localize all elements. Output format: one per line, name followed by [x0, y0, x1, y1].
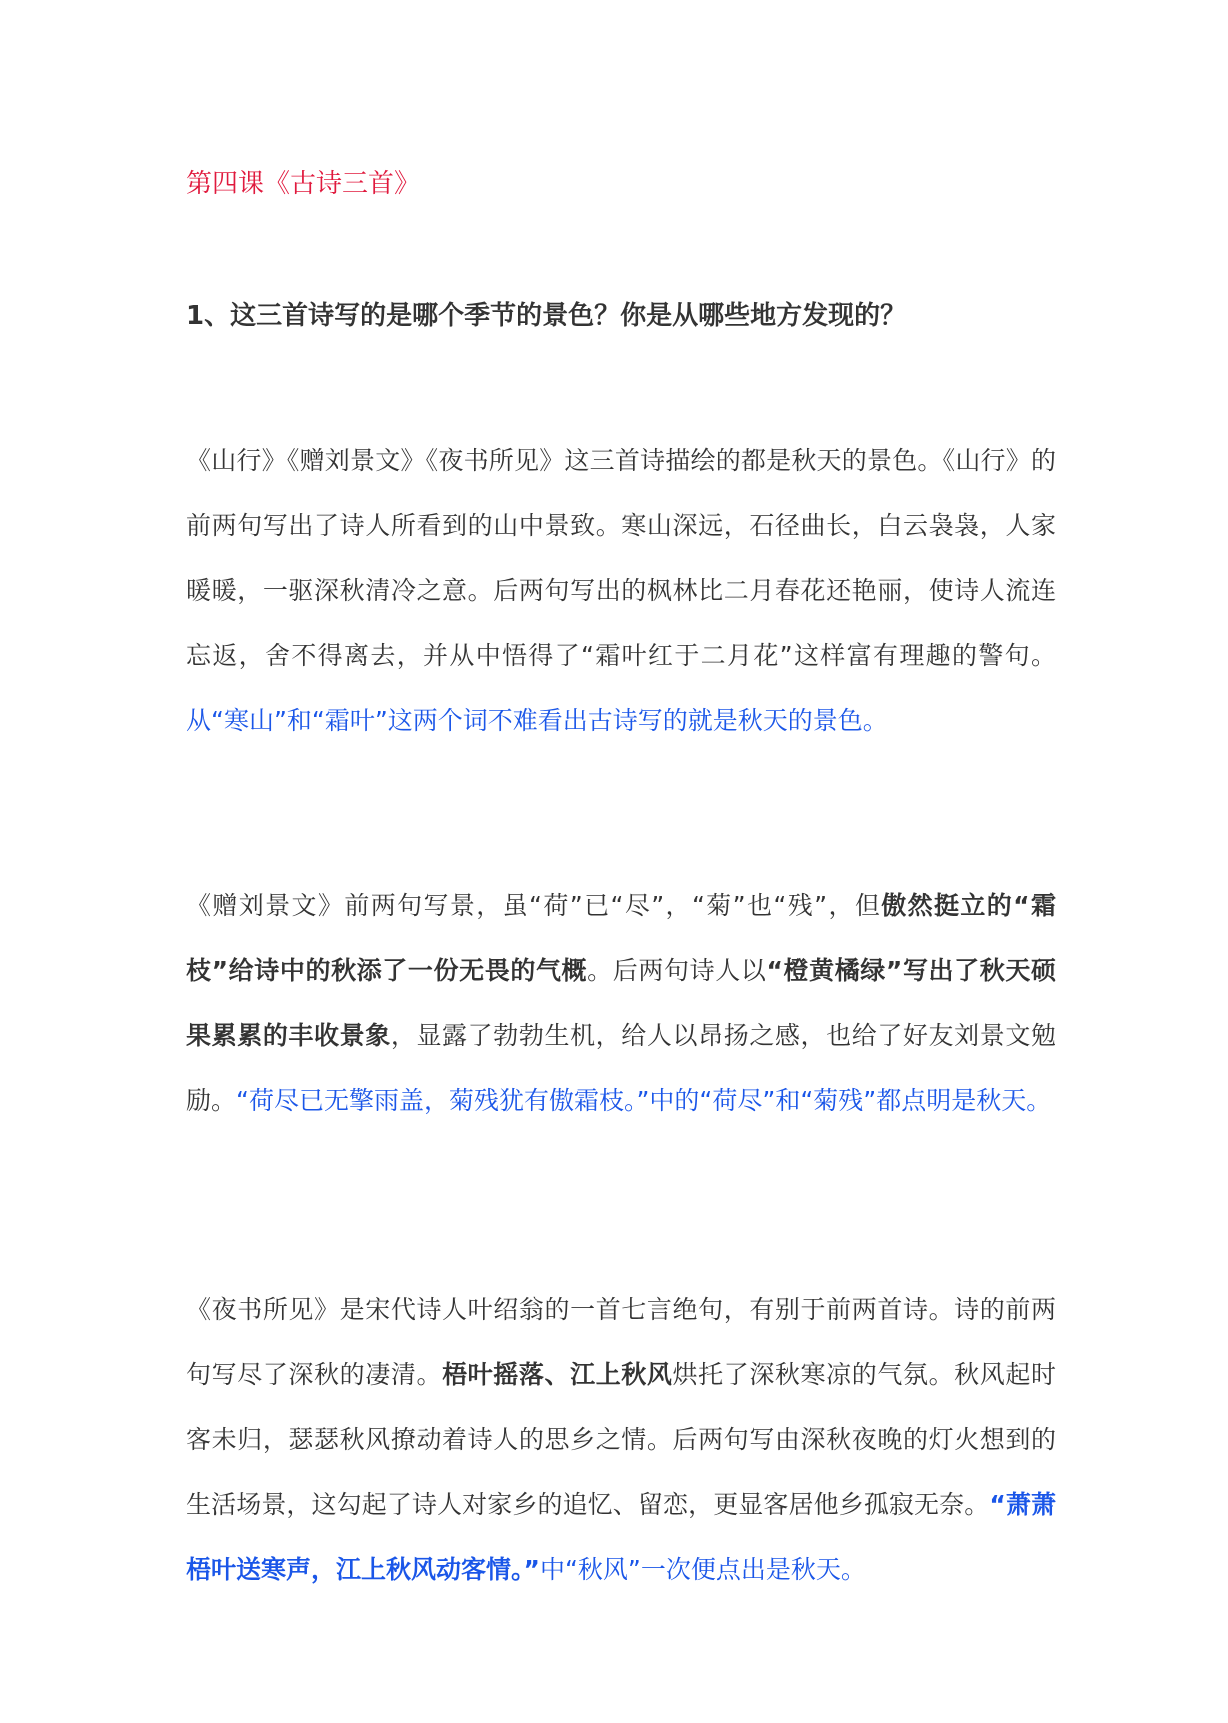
- paragraph-bold-phrase: “橙黄橘绿”写出了秋天硕果累累的丰收景象: [186, 956, 1056, 1050]
- paragraph-answer-highlight: “荷尽已无擎雨盖，菊残犹有傲霜枝。”中的“荷尽”和“菊残”都点明是秋天。: [236, 1086, 1052, 1115]
- paragraph-text: 《赠刘景文》前两句写景，虽“荷”已“尽”，“菊”也“残”，但: [186, 891, 882, 920]
- paragraph-text: 。后两句诗人以: [587, 956, 767, 985]
- paragraph-answer-highlight: 从“寒山”和“霜叶”这两个词不难看出古诗写的就是秋天的景色。: [186, 706, 888, 735]
- paragraph-answer-highlight: 中“秋风”一次便点出是秋天。: [539, 1555, 866, 1584]
- paragraph-bold-phrase: 傲然挺立的“霜枝”给诗中的秋添了一份无畏的气概: [186, 891, 1056, 985]
- paragraph-text: ，显露了勃勃生机，给人以昂扬之感，也给了好友刘景文勉励。: [186, 1021, 1056, 1115]
- paragraph-quote-highlight: “萧萧梧叶送寒声，江上秋风动客情。”: [186, 1490, 1056, 1584]
- paragraph-text: 《夜书所见》是宋代诗人叶绍翁的一首七言绝句，有别于前两首诗。诗的前两句写尽了深秋的凄清。: [186, 1295, 1056, 1389]
- question-heading: 1、这三首诗写的是哪个季节的景色？你是从哪些地方发现的？: [186, 301, 907, 331]
- paragraph-ye-shu-suo-jian: [186, 1277, 1056, 1602]
- paragraph-bold-phrase: 梧叶摇落、江上秋风: [442, 1360, 673, 1389]
- lesson-title: 第四课《古诗三首》: [186, 169, 421, 199]
- paragraph-text: 《山行》《赠刘景文》《夜书所见》这三首诗描绘的都是秋天的景色。《山行》的前两句写出了诗人所看到的山中景致。寒山深远，石径曲长，白云袅袅，人家暖暖，一驱深秋清冷之意。后两句写出的枫林比二月春花还艳丽，使诗人流连忘返，舍不得离去，并从中悟得了“霜叶红于二月花”这样富有理趣的警句。: [186, 446, 1057, 670]
- paragraph-zeng-liu-jingwen: [186, 873, 1056, 1133]
- paragraph-shanxing: [186, 428, 1056, 753]
- paragraph-text: 烘托了深秋寒凉的气氛。秋风起时客未归，瑟瑟秋风撩动着诗人的思乡之情。后两句写由深秋夜晚的灯火想到的生活场景，这勾起了诗人对家乡的追忆、留恋，更显客居他乡孤寂无奈。: [186, 1360, 1056, 1519]
